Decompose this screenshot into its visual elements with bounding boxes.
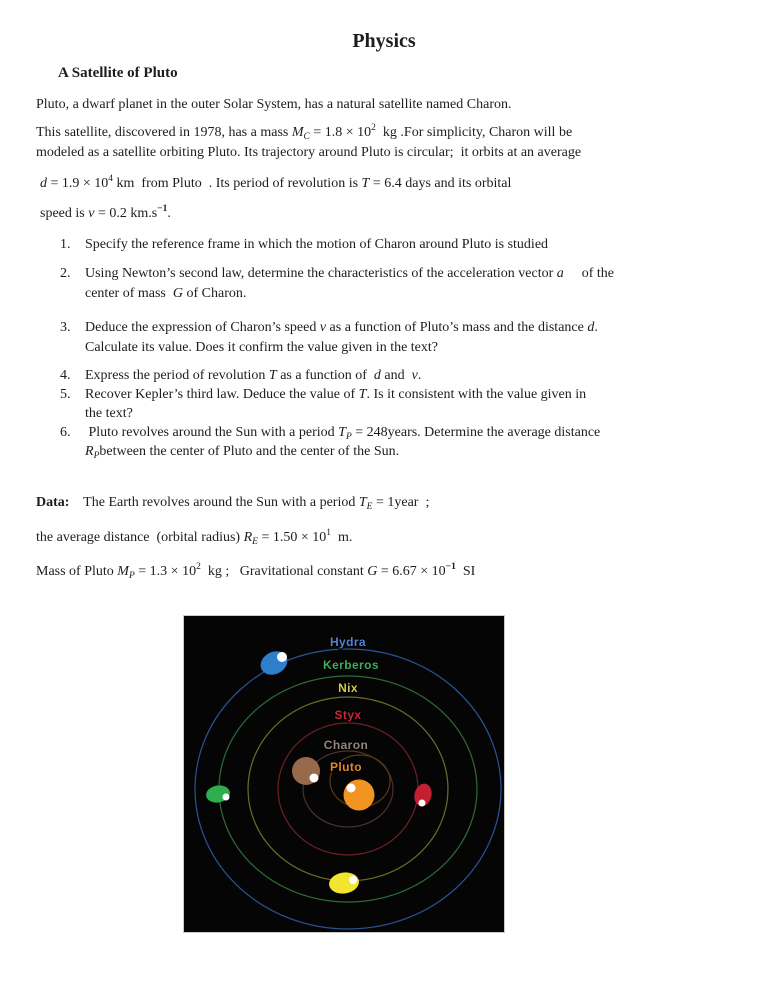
question-2-text: Using Newton’s second law, determine the characteristics of the acceleration vector a⃗ of the — [85, 266, 614, 281]
question-6-line2: $R_Pbetween$ the center of Pluto and the center of the Sun. — [85, 444, 400, 461]
kerberos-moon-highlight — [223, 794, 230, 801]
question-5-text: Recover Kepler’s third law. Deduce the value of T. Is it consistent with the value given in — [85, 387, 587, 402]
pluto-body-highlight — [347, 784, 356, 793]
question-2-line1 — [60, 264, 614, 283]
nix-moon-highlight — [349, 876, 357, 884]
paragraph-satellite-line2: modeled as a satellite orbiting Pluto. Its trajectory around Pluto is circular; it orbits at an average — [36, 145, 582, 160]
paragraph-distance: $d = 1.9 \times 10^4$ km from Pluto . Its period of revolution is T = 6.4 days and its orbital — [40, 174, 512, 191]
question-6-line1 — [60, 423, 600, 442]
pluto-system-image — [183, 615, 505, 933]
section-heading: A Satellite of Pluto — [58, 65, 178, 81]
data-line-earth-period: Data: The Earth revolves around the Sun with a period $T_E$ = 1year ; — [36, 495, 430, 512]
styx-label: Styx — [334, 708, 362, 722]
paragraph-satellite-line1: This satellite, discovered in 1978, has a mass $M_C = 1.8 \times 10^2$ kg .For simplicity, Charon will be — [36, 123, 573, 142]
data-line-pluto-mass: Mass of Pluto $M_P = 1.3 \times 10^2$ kg ; Gravitational constant $G = 6.67 \times 10^{-1}$ SI — [36, 562, 476, 581]
pluto-body-circle — [344, 780, 375, 811]
hydra-label: Hydra — [329, 635, 367, 649]
paragraph-speed: speed is v = 0.2 $km.s^{-1}$. — [40, 204, 171, 221]
charon-label: Charon — [323, 738, 369, 752]
kerberos-label: Kerberos — [323, 658, 379, 672]
question-5-number: 5. — [60, 387, 71, 402]
question-5-line1 — [60, 385, 586, 404]
charon-moon-highlight — [310, 774, 319, 783]
question-1-number: 1. — [60, 237, 71, 252]
paragraph-intro: Pluto, a dwarf planet in the outer Solar System, has a natural satellite named Charon. — [36, 97, 512, 112]
question-4 — [60, 366, 421, 385]
page-title: Physics — [352, 30, 416, 52]
question-4-number: 4. — [60, 368, 71, 383]
question-2-line2: center of mass G of Charon. — [85, 286, 247, 301]
question-6-text: Pluto revolves around the Sun with a period $T_P$ = 248years. Determine the average distance — [85, 425, 601, 442]
question-1 — [60, 235, 548, 254]
question-4-text: Express the period of revolution T as a function of d and v. — [85, 368, 422, 383]
question-3-text: Deduce the expression of Charon’s speed v as a function of Pluto’s mass and the distance d. — [85, 320, 598, 335]
question-2-number: 2. — [60, 266, 71, 281]
pluto-system-diagram — [184, 616, 504, 932]
nix-label: Nix — [338, 681, 358, 695]
question-3-line2: Calculate its value. Does it confirm the value given in the text? — [85, 340, 439, 355]
question-6-number: 6. — [60, 425, 71, 440]
data-line-earth-radius: the average distance (orbital radius) $R_E = 1.50 \times 10^1$ m. — [36, 528, 353, 547]
question-5-line2: the text? — [85, 406, 133, 421]
pluto-body — [344, 780, 375, 811]
hydra-moon-highlight — [277, 652, 287, 662]
question-1-text: Specify the reference frame in which the motion of Charon around Pluto is studied — [85, 237, 549, 252]
question-3-number: 3. — [60, 320, 71, 335]
pluto-label: Pluto — [330, 760, 362, 774]
styx-moon-highlight — [419, 800, 426, 807]
charon-moon — [292, 757, 320, 785]
question-3-line1 — [60, 318, 598, 337]
